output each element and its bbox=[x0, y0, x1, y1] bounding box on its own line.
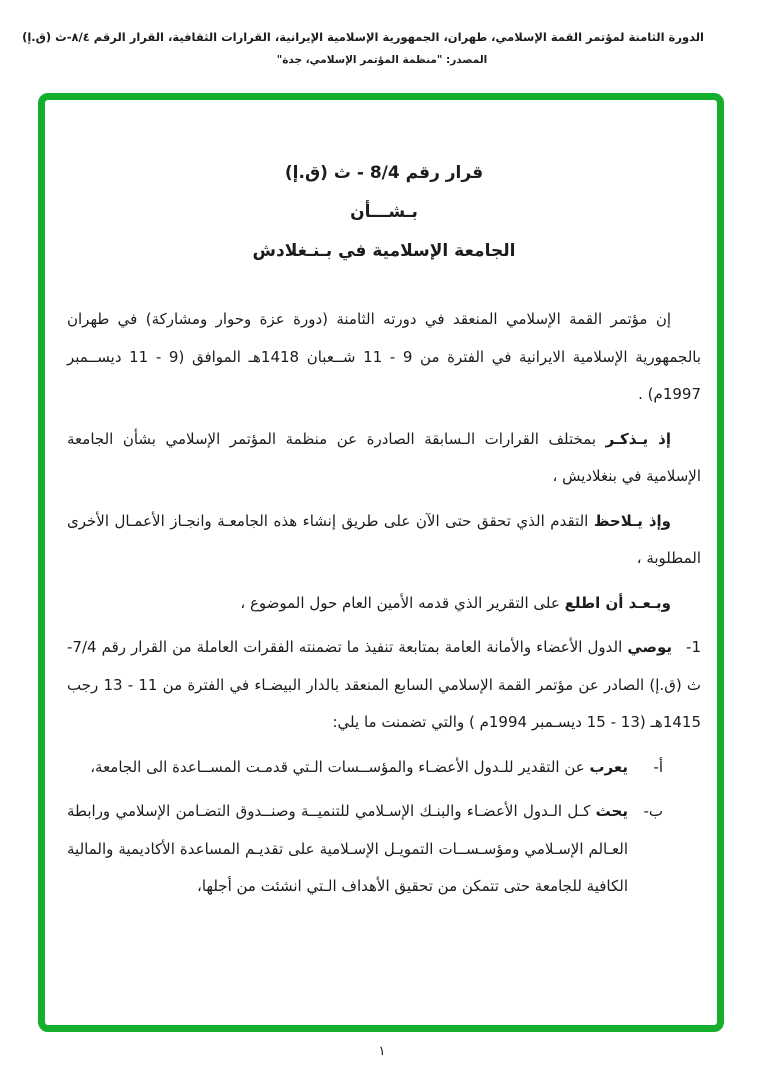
subitem-text: كـل الـدول الأعضـاء والبنـك الإسـلامي للتنميــة وصنــدوق التضـامن الإسلامي ورابطة العـالم الإسـلامي ومؤسـســات التمويـل الإسـلامية على تقديـم المساعدة الأكاديمية والمالية الكافية للجامعة حتى تتمكن من تحقيق الأهداف الـتي انشئت من أجلها، bbox=[67, 802, 628, 895]
resolution-title-block bbox=[67, 154, 701, 271]
subitem-b bbox=[67, 793, 701, 906]
item-lead: يوصي bbox=[627, 638, 673, 656]
paragraph-lead: وإذ يـلاحظ bbox=[593, 511, 672, 530]
subitem-body bbox=[67, 793, 628, 906]
document-header-source: المصدر: "منظمة المؤتمر الإسلامي، جدة" bbox=[276, 54, 488, 66]
document-content bbox=[45, 100, 717, 1025]
preamble-paragraph-4 bbox=[67, 585, 701, 623]
operative-item-1 bbox=[67, 629, 701, 742]
resolution-regarding-line: بـشـــأن bbox=[350, 202, 418, 222]
subitem-a bbox=[67, 749, 701, 787]
document-header-citation: الدورة الثامنة لمؤتمر القمة الإسلامي، طهران، الجمهورية الإسلامية الإيرانية، القرارات الثقافية، القرار الرقم ٨/٤-ث (ق.إ) bbox=[22, 30, 704, 44]
page-number: ١ bbox=[378, 1044, 386, 1059]
item-text: الدول الأعضاء والأمانة العامة بمتابعة تنفيذ ما تضمنته الفقرات العاملة من القرار رقم 7/4-ث (ق.إ) الصادر عن مؤتمر القمة الإسلامي السابع المنعقد بالدار البيضـاء في الفترة من 11 - 13 رجب 1415هـ (13 - 15 ديسـمبر 1994م ) والتي تضمنت ما يلي: bbox=[67, 638, 702, 731]
paragraph-text: التقدم الذي تحقق حتى الآن على طريق إنشاء هذه الجامعـة وانجـاز الأعمـال الأخرى المطلوبة ، bbox=[67, 511, 701, 567]
subitem-text: عن التقدير للـدول الأعضـاء والمؤســسات الـتي قدمـت المســاعدة الى الجامعة، bbox=[90, 757, 590, 776]
item-number-marker: 1- bbox=[686, 638, 701, 656]
subitem-body bbox=[67, 749, 628, 787]
preamble-paragraph-3 bbox=[67, 503, 701, 578]
preamble-paragraph-1 bbox=[67, 301, 701, 414]
subitem-letter-marker: ب- bbox=[643, 802, 663, 820]
resolution-number-line: قرار رقم 8/4 - ث (ق.إ) bbox=[284, 163, 484, 183]
subitem-letter-marker: أ- bbox=[653, 757, 663, 776]
paragraph-lead: إذ يـذكـر bbox=[605, 429, 671, 448]
subitem-lead: يحث bbox=[595, 802, 628, 820]
subitem-lead: يعرب bbox=[589, 757, 628, 776]
paragraph-lead: وبـعـد أن اطلع bbox=[564, 593, 671, 612]
paragraph-text: بمختلف القرارات الـسابقة الصادرة عن منظمة المؤتمر الإسلامي بشأن الجامعة الإسلامية في بنغلاديش ، bbox=[67, 429, 701, 485]
paragraph-text: إن مؤتمر القمة الإسلامي المنعقد في دورته الثامنة (دورة عزة وحوار ومشاركة) في طهران بالجمهورية الإسلامية الايرانية في الفترة من 9 - 11 شــعبان 1418هـ الموافق (9 - 11 ديســمبر 1997م) . bbox=[67, 310, 702, 403]
green-border-frame bbox=[38, 93, 724, 1032]
paragraph-text: على التقرير الذي قدمه الأمين العام حول الموضوع ، bbox=[240, 593, 565, 612]
preamble-paragraph-2 bbox=[67, 421, 701, 496]
resolution-subject-line: الجامعة الإسلامية في بـنـغلادش bbox=[252, 241, 516, 261]
